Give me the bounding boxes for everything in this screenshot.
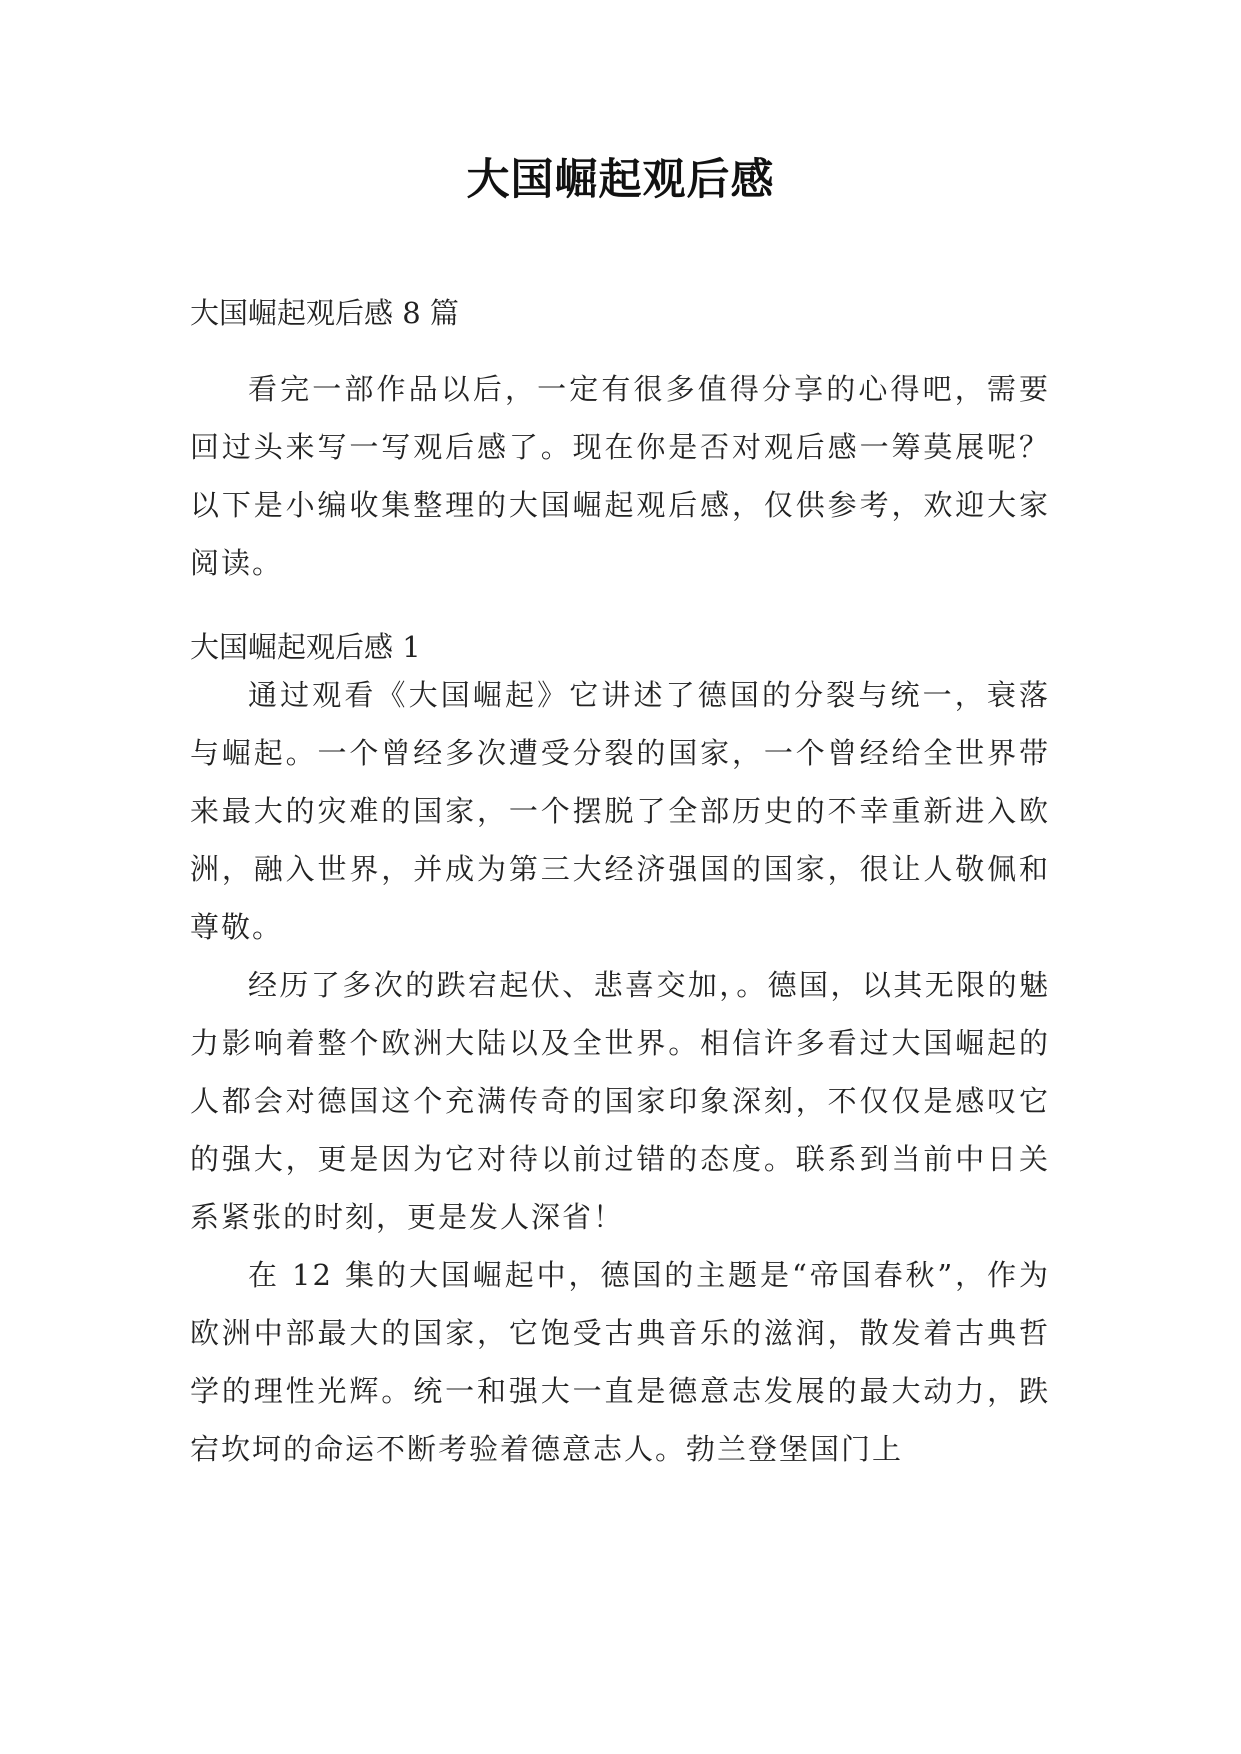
- intro-paragraph: 看完一部作品以后，一定有很多值得分享的心得吧，需要回过头来写一写观后感了。现在你是否对观后感一筹莫展呢？以下是小编收集整理的大国崛起观后感，仅供参考，欢迎大家阅读。: [190, 372, 1050, 580]
- section-1-body: [190, 666, 1050, 1478]
- section-1-paragraph: 通过观看《大国崛起》它讲述了德国的分裂与统一，衰落与崛起。一个曾经多次遭受分裂的国家，一个曾经给全世界带来最大的灾难的国家，一个摆脱了全部历史的不幸重新进入欧洲，融入世界，并成为第三大经济强国的国家，很让人敬佩和尊敬。: [190, 678, 1050, 944]
- section-heading-1: 大国崛起观后感 1: [190, 630, 421, 664]
- section-1-paragraph: 经历了多次的跌宕起伏、悲喜交加，。德国，以其无限的魅力影响着整个欧洲大陆以及全世界。相信许多看过大国崛起的人都会对德国这个充满传奇的国家印象深刻，不仅仅是感叹它的强大，更是因为它对待以前过错的态度。联系到当前中日关系紧张的时刻，更是发人深省！: [190, 968, 1050, 1234]
- intro-block: [190, 360, 1050, 592]
- document-subtitle: 大国崛起观后感 8 篇: [190, 296, 459, 330]
- document-title: 大国崛起观后感: [466, 155, 775, 205]
- section-1-paragraph: 在 12 集的大国崛起中，德国的主题是“帝国春秋”，作为欧洲中部最大的国家，它饱受古典音乐的滋润，散发着古典哲学的理性光辉。统一和强大一直是德意志发展的最大动力，跌宕坎坷的命运不断考验着德意志人。勃兰登堡国门上: [190, 1258, 1050, 1466]
